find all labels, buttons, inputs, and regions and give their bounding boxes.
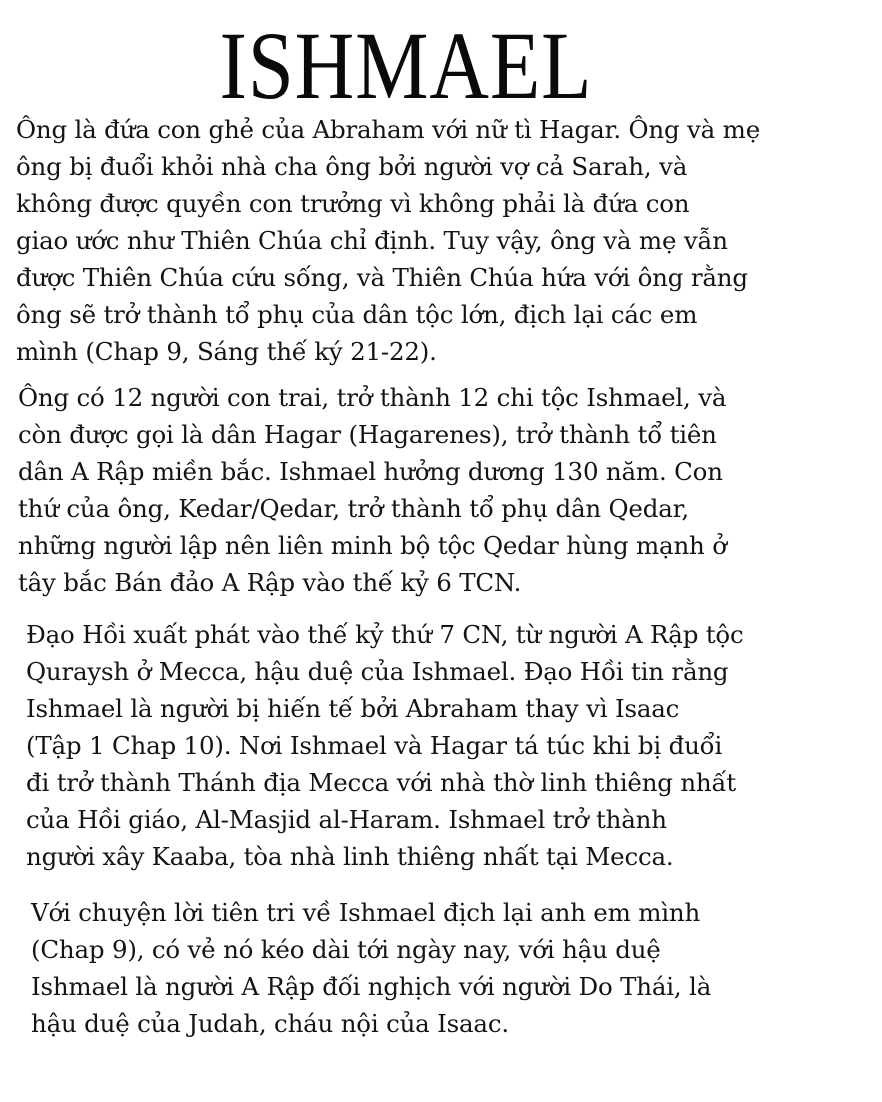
text-line: hậu duệ của Judah, cháu nội của Isaac. <box>31 1009 509 1038</box>
text-line: dân A Rập miền bắc. Ishmael hưởng dương 130 năm. Con <box>18 457 723 486</box>
text-line: ông bị đuổi khỏi nhà cha ông bởi người vợ cả Sarah, và <box>16 152 688 181</box>
text-line: Ông là đứa con ghẻ của Abraham với nữ tì Hagar. Ông và mẹ <box>16 115 760 144</box>
text-line: của Hồi giáo, Al-Masjid al-Haram. Ishmael trở thành <box>26 805 667 834</box>
text-line: được Thiên Chúa cứu sống, và Thiên Chúa hứa với ông rằng <box>16 263 748 292</box>
text-line: ông sẽ trở thành tổ phụ của dân tộc lớn, địch lại các em <box>16 300 698 329</box>
text-line: giao ước như Thiên Chúa chỉ định. Tuy vậy, ông và mẹ vẫn <box>16 226 728 255</box>
text-line: Ishmael là người A Rập đối nghịch với người Do Thái, là <box>31 972 712 1001</box>
text-line: mình (Chap 9, Sáng thế ký 21-22). <box>16 337 437 366</box>
text-line: Ishmael là người bị hiến tế bởi Abraham thay vì Isaac <box>26 694 680 723</box>
paragraph-origin <box>16 111 760 370</box>
text-line: đi trở thành Thánh địa Mecca với nhà thờ linh thiêng nhất <box>26 768 736 797</box>
paragraph-islam <box>26 616 744 875</box>
text-line: còn được gọi là dân Hagar (Hagarenes), trở thành tổ tiên <box>18 420 717 449</box>
text-line: không được quyền con trưởng vì không phải là đứa con <box>16 189 690 218</box>
text-line: tây bắc Bán đảo A Rập vào thế kỷ 6 TCN. <box>18 568 522 597</box>
text-line: Quraysh ở Mecca, hậu duệ của Ishmael. Đạo Hồi tin rằng <box>26 657 729 686</box>
page-title: ISHMAEL <box>219 12 593 119</box>
text-line: Đạo Hồi xuất phát vào thế kỷ thứ 7 CN, từ người A Rập tộc <box>26 620 744 649</box>
text-line: (Chap 9), có vẻ nó kéo dài tới ngày nay, với hậu duệ <box>31 935 661 964</box>
paragraph-descendants <box>18 379 727 601</box>
text-line: (Tập 1 Chap 10). Nơi Ishmael và Hagar tá túc khi bị đuổi <box>26 731 723 760</box>
text-line: thứ của ông, Kedar/Qedar, trở thành tổ phụ dân Qedar, <box>18 494 690 523</box>
text-line: Ông có 12 người con trai, trở thành 12 chi tộc Ishmael, và <box>18 383 727 412</box>
text-line: những người lập nên liên minh bộ tộc Qedar hùng mạnh ở <box>18 531 727 560</box>
paragraph-prophecy <box>31 894 711 1042</box>
text-line: người xây Kaaba, tòa nhà linh thiêng nhất tại Mecca. <box>26 842 674 871</box>
text-line: Với chuyện lời tiên tri về Ishmael địch lại anh em mình <box>31 898 701 927</box>
